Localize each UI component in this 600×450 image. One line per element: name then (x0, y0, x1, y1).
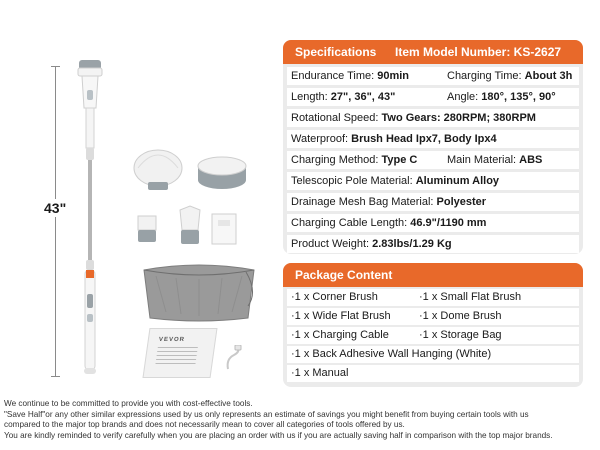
spec-value: ABS (519, 154, 543, 166)
package-item: ·1 x Back Adhesive Wall Hanging (White) (291, 348, 492, 360)
spec-row (287, 130, 579, 148)
spec-row (287, 109, 579, 127)
length-dimension-label: 43" (44, 200, 67, 216)
spec-value: 180°, 135°, 90° (481, 91, 556, 103)
package-content-title: Package Content (295, 268, 393, 282)
small-flat-brush-icon (138, 216, 156, 242)
spec-key: Product Weight: (291, 238, 370, 250)
spec-value: 90min (377, 70, 410, 82)
package-row (287, 327, 579, 344)
spec-value: 46.9"/1190 mm (410, 217, 487, 229)
package-row (287, 365, 579, 382)
package-row (287, 289, 579, 306)
product-illustration (0, 0, 275, 390)
package-item: ·1 x Dome Brush (419, 310, 502, 322)
specifications-panel (283, 40, 583, 254)
spec-row (287, 151, 579, 169)
dome-brush-icon (134, 150, 182, 190)
manual-image (142, 328, 217, 378)
specifications-title: Specifications (295, 45, 377, 59)
charging-cable-icon (224, 345, 244, 371)
spec-key: Endurance Time: (291, 70, 375, 82)
specifications-header (283, 40, 583, 64)
spec-value: Polyester (436, 196, 487, 208)
spec-row (287, 214, 579, 232)
package-row (287, 308, 579, 325)
savings-disclaimer (4, 399, 598, 441)
spec-value: Brush Head Ipx7, Body Ipx4 (351, 133, 497, 145)
package-content-header (283, 263, 583, 287)
spec-key: Angle: (447, 91, 479, 103)
spec-value: Aluminum Alloy (415, 175, 500, 187)
package-content-panel (283, 263, 583, 387)
spec-row (287, 235, 579, 253)
spec-value: Two Gears: 280RPM; 380RPM (381, 112, 536, 124)
corner-brush-icon (180, 206, 200, 244)
spec-row (287, 67, 579, 85)
package-row (287, 346, 579, 363)
spec-key: Waterproof: (291, 133, 349, 145)
package-item: ·1 x Small Flat Brush (419, 291, 522, 303)
disclaimer-line: We continue to be committed to provide you with cost-effective tools. (4, 399, 253, 408)
handle-orange-accent (86, 270, 94, 278)
spec-key: Main Material: (447, 154, 517, 166)
disclaimer-line: compared to the major top brands and does not necessarily mean to cover all categories of tools offered by us. (4, 420, 405, 429)
spec-value: 27", 36", 43" (330, 91, 396, 103)
spec-value: About 3h (524, 70, 573, 82)
manual-text-lines (155, 347, 198, 367)
storage-bag-image (136, 262, 262, 324)
package-item: ·1 x Charging Cable (291, 329, 389, 341)
spec-row (287, 193, 579, 211)
package-item: ·1 x Storage Bag (419, 329, 502, 341)
spec-row (287, 172, 579, 190)
spec-value: Type C (381, 154, 418, 166)
package-item: ·1 x Wide Flat Brush (291, 310, 391, 322)
spec-key: Rotational Speed: (291, 112, 379, 124)
spec-key: Drainage Mesh Bag Material: (291, 196, 434, 208)
package-item: ·1 x Manual (291, 367, 349, 379)
dimension-top-cap (51, 66, 60, 67)
spec-key: Telescopic Pole Material: (291, 175, 413, 187)
brush-heads-image (128, 146, 248, 256)
spec-key: Charging Time: (447, 70, 522, 82)
spec-key: Charging Cable Length: (291, 217, 408, 229)
disclaimer-line: You are kindly reminded to verify carefully when you are placing an order with us if you are actually saving half in comparison with the top major brands. (4, 430, 553, 440)
spin-scrubber-image (70, 56, 110, 386)
spec-key: Length: (291, 91, 328, 103)
package-item: ·1 x Corner Brush (291, 291, 378, 303)
spec-value: 2.83lbs/1.29 Kg (372, 238, 452, 250)
wall-hanger-icon (212, 214, 236, 244)
model-number: Item Model Number: KS-2627 (395, 45, 562, 59)
spec-row (287, 88, 579, 106)
wide-flat-brush-icon (198, 157, 246, 189)
manual-brand-logo: VEVOR (158, 337, 186, 343)
spec-key: Charging Method: (291, 154, 379, 166)
length-dimension-line (55, 66, 56, 376)
dimension-bottom-cap (51, 376, 60, 377)
disclaimer-line: "Save Half"or any other similar expressions used by us only represents an estimate of savings you might benefit from buying certain tools with us (4, 409, 529, 419)
